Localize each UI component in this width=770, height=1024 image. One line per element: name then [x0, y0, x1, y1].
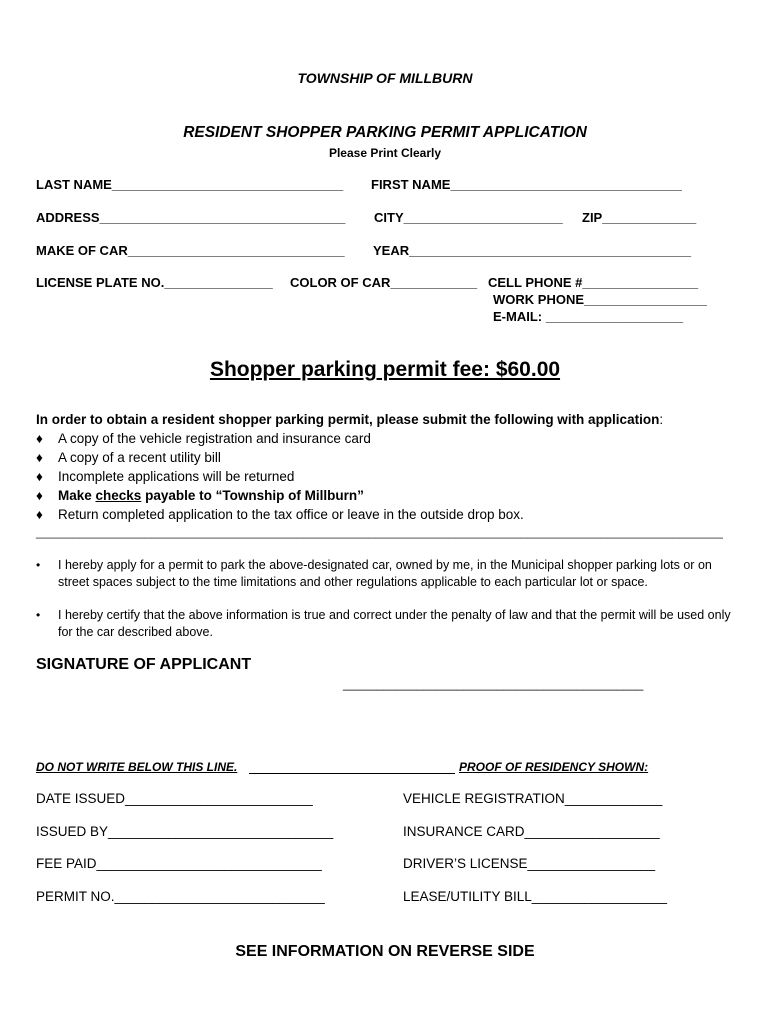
list-item: [36, 469, 294, 484]
permit-fee-heading: Shopper parking permit fee: $60.00: [209, 358, 561, 381]
certify-statement: I hereby certify that the above information is true and correct under the penalty of law and that the permit will be used only for the car described above.: [58, 608, 731, 639]
lease-utility-bill-field[interactable]: LEASE/UTILITY BILL__________________: [403, 889, 667, 904]
signature-label: SIGNATURE OF APPLICANT: [36, 656, 252, 673]
apply-statement: I hereby apply for a permit to park the above-designated car, owned by me, in the Municipal shopper parking lots or on street spaces subject to the time limitations and other regulations applicable to each particular lot or space.: [58, 558, 712, 589]
do-not-write-notice: DO NOT WRITE BELOW THIS LINE.: [36, 760, 238, 774]
first-name-field[interactable]: FIRST NAME________________________________: [371, 177, 682, 192]
reverse-side-note: SEE INFORMATION ON REVERSE SIDE: [235, 943, 535, 960]
list-item-text: A copy of a recent utility bill: [58, 450, 221, 465]
proof-of-residency-heading: PROOF OF RESIDENCY SHOWN:: [459, 760, 649, 774]
list-item: [36, 488, 364, 503]
work-phone-field[interactable]: WORK PHONE_________________: [493, 292, 707, 307]
list-item: [36, 431, 371, 446]
form-title: RESIDENT SHOPPER PARKING PERMIT APPLICATION: [183, 124, 587, 141]
list-item-text: Incomplete applications will be returned: [58, 469, 295, 484]
print-clearly-note: Please Print Clearly: [328, 146, 442, 160]
bullet-icon: •: [36, 558, 41, 572]
zip-field[interactable]: ZIP_____________: [582, 210, 697, 225]
city-field[interactable]: CITY______________________: [374, 210, 563, 225]
township-title: TOWNSHIP OF MILLBURN: [297, 70, 473, 86]
diamond-bullet-icon: ♦: [36, 488, 43, 503]
instructions-intro: [36, 412, 663, 427]
insurance-card-field[interactable]: INSURANCE CARD__________________: [403, 824, 660, 839]
license-plate-field[interactable]: LICENSE PLATE NO._______________: [36, 275, 273, 290]
section-divider: _______________________________________________________________________________________________: [36, 524, 723, 539]
drivers-license-field[interactable]: DRIVER’S LICENSE_________________: [403, 856, 656, 871]
issued-by-field[interactable]: ISSUED BY______________________________: [36, 824, 334, 839]
year-field[interactable]: YEAR_______________________________________: [373, 243, 692, 258]
permit-number-field[interactable]: PERMIT NO.____________________________: [36, 889, 325, 904]
bullet-icon: •: [36, 608, 41, 622]
vehicle-registration-field[interactable]: VEHICLE REGISTRATION_____________: [403, 791, 663, 806]
list-item: [36, 507, 524, 522]
make-checks-prefix: Make: [58, 488, 96, 503]
list-item: [36, 450, 221, 465]
instructions-intro-colon: :: [659, 412, 664, 427]
date-issued-field[interactable]: DATE ISSUED_________________________: [36, 791, 313, 806]
office-divider-line: [249, 760, 455, 774]
checks-word: checks: [95, 488, 142, 503]
diamond-bullet-icon: ♦: [36, 450, 43, 465]
diamond-bullet-icon: ♦: [36, 507, 43, 522]
payable-to-text: payable to “Township of Millburn”: [141, 488, 364, 503]
color-of-car-field[interactable]: COLOR OF CAR____________: [290, 275, 478, 290]
make-of-car-field[interactable]: MAKE OF CAR______________________________: [36, 243, 345, 258]
signature-line[interactable]: _____________________________________________: [343, 677, 644, 691]
list-item-text: A copy of the vehicle registration and insurance card: [58, 431, 371, 446]
last-name-field[interactable]: LAST NAME________________________________: [36, 177, 344, 192]
fee-paid-field[interactable]: FEE PAID______________________________: [36, 856, 322, 871]
instructions-intro-text: In order to obtain a resident shopper parking permit, please submit the following with application: [36, 412, 660, 427]
address-field[interactable]: ADDRESS__________________________________: [36, 210, 346, 225]
diamond-bullet-icon: ♦: [36, 469, 43, 484]
diamond-bullet-icon: ♦: [36, 431, 43, 446]
cell-phone-field[interactable]: CELL PHONE #________________: [488, 275, 699, 290]
email-field[interactable]: E-MAIL: ___________________: [493, 309, 684, 324]
list-item-text: Return completed application to the tax office or leave in the outside drop box.: [58, 507, 524, 522]
